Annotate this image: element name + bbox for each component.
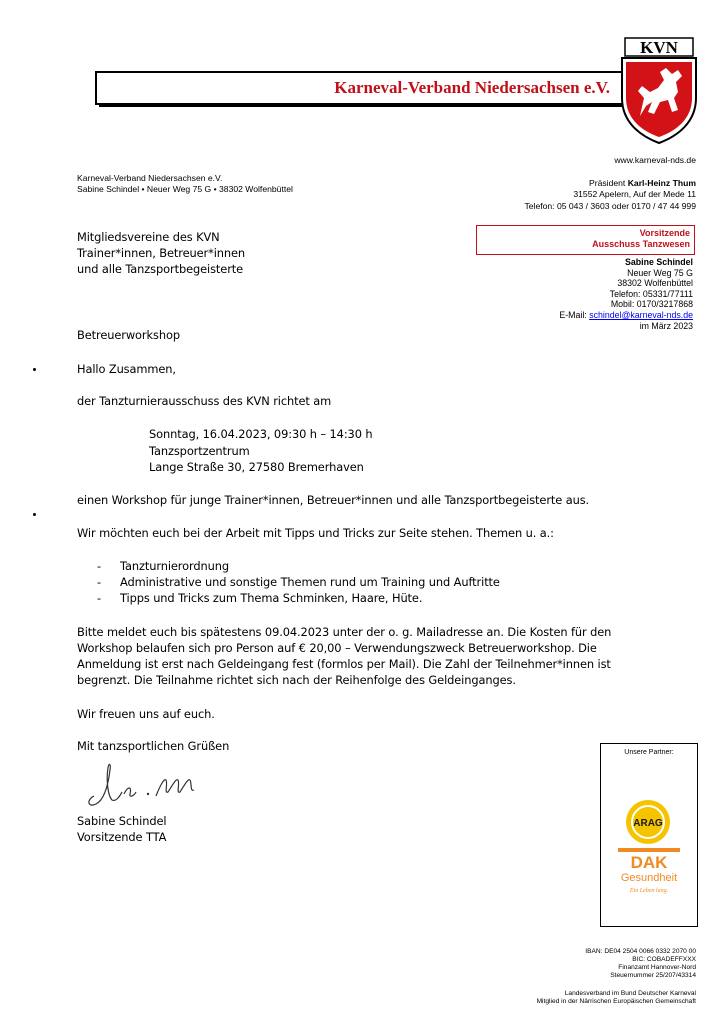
committee-title	[592, 228, 690, 250]
margin-mark	[33, 513, 36, 516]
contact-block	[559, 257, 693, 331]
greeting: Hallo Zusammen,	[77, 362, 176, 376]
dak-gesundheit: Gesundheit	[620, 872, 678, 884]
dak-slogan: Ein Leben lang.	[629, 888, 669, 894]
topic-item: Administrative und sonstige Themen rund um Training und Auftritte	[120, 575, 500, 589]
recipient-line-2: Trainer*innen, Betreuer*innen	[77, 246, 246, 260]
logo-text: KVN	[640, 38, 678, 57]
sender-line-2: Sabine Schindel • Neuer Weg 75 G • 38302 Wolfenbüttel	[77, 184, 293, 194]
event-date: Sonntag, 16.04.2023, 09:30 h – 14:30 h	[149, 427, 373, 441]
topic-dash: -	[97, 575, 102, 589]
footer-tax-number: Steuernummer 25/207/43314	[610, 972, 696, 979]
kvn-logo	[620, 36, 698, 144]
committee-box	[476, 225, 695, 255]
dak-logo	[618, 848, 680, 898]
president	[589, 178, 696, 189]
paragraph-3-line: begrenzt. Die Teilnahme richtet sich nach der Reihenfolge des Geldeinganges.	[77, 673, 516, 687]
intro: der Tanzturnierausschuss des KVN richtet am	[77, 394, 332, 408]
header-banner	[95, 71, 626, 105]
topic-dash: -	[97, 559, 102, 573]
footer-tax-office: Finanzamt Hannover-Nord	[618, 964, 696, 971]
committee-line-1: Vorsitzende	[639, 228, 690, 238]
paragraph-3-line: Bitte meldet euch bis spätestens 09.04.2023 unter der o. g. Mailadresse an. Die Kosten für den	[77, 625, 612, 639]
committee-line-2: Ausschuss Tanzwesen	[592, 239, 690, 249]
topic-item: Tanzturnierordnung	[120, 559, 230, 573]
recipient-line-3: und alle Tanzsportbegeisterte	[77, 262, 244, 276]
bank-details	[585, 948, 696, 980]
event-address: Lange Straße 30, 27580 Bremerhaven	[149, 460, 364, 474]
footer-bic: BIC: COBADEFFXXX	[632, 956, 696, 963]
website: www.karneval-nds.de	[614, 155, 696, 165]
paragraph-3-line: Workshop belaufen sich pro Person auf € 20,00 – Verwendungszweck Betreuerworkshop. Die	[77, 641, 597, 655]
sender-line-1: Karneval-Verband Niedersachsen e.V.	[77, 173, 223, 183]
president-name: Karl-Heinz Thum	[627, 178, 696, 188]
dak-text: DAK	[630, 853, 668, 872]
president-prefix: Präsident	[589, 178, 626, 188]
contact-name: Sabine Schindel	[625, 257, 693, 267]
email-link[interactable]: schindel@karneval-nds.de	[589, 309, 693, 320]
recipient-line-1: Mitgliedsvereine des KVN	[77, 230, 220, 244]
partner-title: Unsere Partner:	[624, 749, 674, 756]
arag-text: ARAG	[633, 818, 663, 829]
membership-info	[537, 990, 696, 1006]
contact-city: 38302 Wolfenbüttel	[617, 278, 693, 289]
paragraph-4: Wir freuen uns auf euch.	[77, 707, 215, 721]
contact-mobile: Mobil: 0170/3217868	[610, 299, 693, 310]
email-label: E-Mail:	[559, 309, 587, 320]
letter-date: im März 2023	[639, 320, 693, 331]
contact-phone: Telefon: 05331/77111	[609, 288, 693, 299]
event-venue: Tanzsportzentrum	[149, 444, 250, 458]
footer-membership-2: Mitglied in der Närrischen Europäischen Gemeinschaft	[536, 998, 696, 1005]
president-phone: Telefon: 05 043 / 3603 oder 0170 / 47 44 999	[524, 201, 696, 211]
contact-email-row	[559, 310, 693, 321]
footer-membership-1: Landesverband im Bund Deutscher Karneval	[564, 990, 696, 997]
arag-logo	[625, 799, 671, 845]
subject: Betreuerworkshop	[77, 328, 180, 342]
paragraph-2: Wir möchten euch bei der Arbeit mit Tipps und Tricks zur Seite stehen. Themen u. a.:	[77, 526, 554, 540]
closing: Mit tanzsportlichen Grüßen	[77, 739, 230, 753]
paragraph-3-line: Anmeldung ist erst nach Geldeingang fest (formlos per Mail). Die Zahl der Teilnehmer*innen ist	[77, 657, 611, 671]
margin-mark	[33, 368, 36, 371]
topic-dash: -	[97, 591, 102, 605]
partner-box	[600, 743, 698, 927]
topic-item: Tipps und Tricks zum Thema Schminken, Haare, Hüte.	[120, 591, 423, 605]
contact-street: Neuer Weg 75 G	[627, 267, 693, 278]
signer-name: Sabine Schindel	[77, 814, 167, 828]
organization-title: Karneval-Verband Niedersachsen e.V.	[334, 78, 610, 97]
paragraph-1: einen Workshop für junge Trainer*innen, Betreuer*innen und alle Tanzsportbegeisterte aus.	[77, 493, 590, 507]
signature	[84, 756, 214, 810]
president-address: 31552 Apelern, Auf der Mede 11	[573, 189, 696, 199]
footer-iban: IBAN: DE04 2504 0066 0332 2070 00	[585, 948, 696, 955]
signer-title: Vorsitzende TTA	[77, 830, 167, 844]
